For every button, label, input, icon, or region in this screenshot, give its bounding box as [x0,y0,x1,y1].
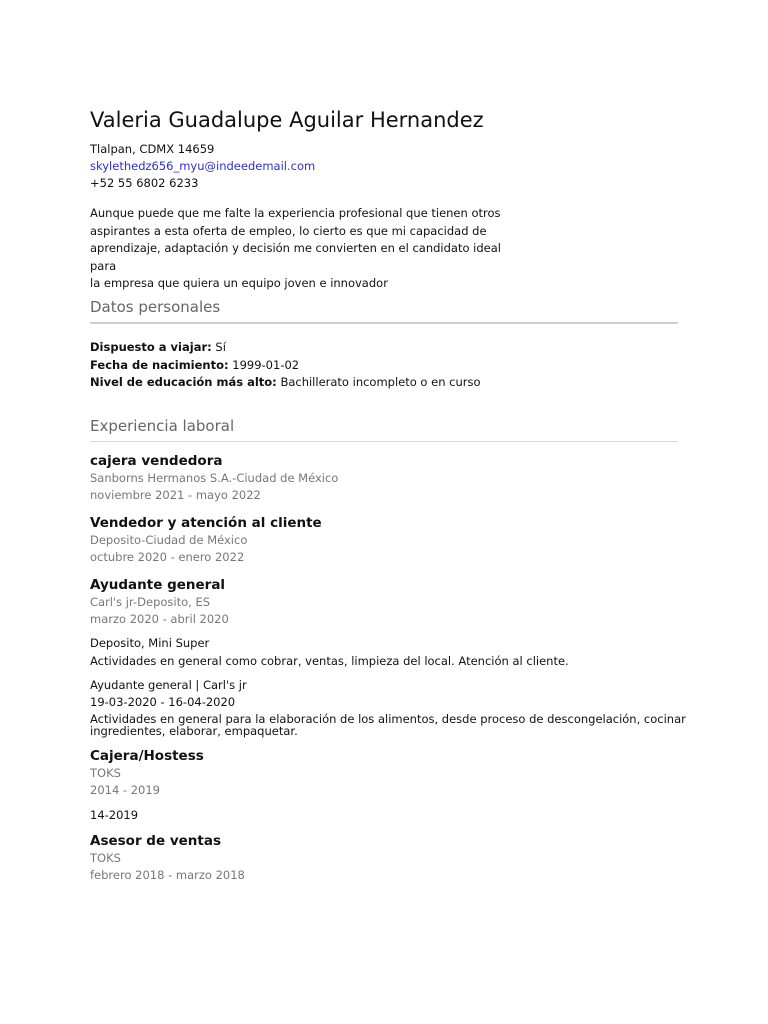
experience-section-divider [90,441,678,442]
job-detail-description: Actividades en general para la elaboración de los alimentos, desde proceso de descongelación, cocinar [90,712,686,726]
job-dates: marzo 2020 - abril 2020 [90,612,229,626]
education-label: Nivel de educación más alto: [90,375,277,389]
candidate-name: Valeria Guadalupe Aguilar Hernandez [90,108,484,132]
birth-value: 1999-01-02 [232,357,300,372]
education-row [90,374,481,392]
personal-section-divider [90,322,678,324]
job-company: TOKS [90,851,121,865]
job-title: Ayudante general [90,577,226,593]
travel-value: Sí [215,340,226,354]
contact-block [90,141,315,192]
job-company: Deposito-Ciudad de México [90,533,248,547]
job-company: Sanborns Hermanos S.A.-Ciudad de México [90,471,339,485]
job-dates: octubre 2020 - enero 2022 [90,550,245,564]
birth-label: Fecha de nacimiento: [90,357,229,372]
job-entry [90,577,678,628]
summary-line: la empresa que quiera un equipo joven e innovador [90,276,388,290]
birth-row [90,357,481,375]
job-entry [90,453,678,504]
personal-details [90,339,481,392]
job-dates: noviembre 2021 - mayo 2022 [90,488,261,502]
job-title: Vendedor y atención al cliente [90,515,322,531]
personal-section-title: Datos personales [90,298,221,316]
phone-text: +52 55 6802 6233 [90,176,199,190]
job-entry [90,833,678,884]
location-text: Tlalpan, CDMX 14659 [90,142,215,156]
job-title: Cajera/Hostess [90,748,204,764]
job-detail-description: ingredientes, elaborar, empaquetar. [90,724,298,738]
email-link[interactable]: skylethedz656_myu@indeedemail.com [90,159,316,173]
job-title: Asesor de ventas [90,833,221,849]
summary-line: aspirantes a esta oferta de empleo, lo cierto es que mi capacidad de [90,223,487,238]
job-entry [90,748,678,799]
summary-paragraph [90,205,530,293]
job-detail-role: Ayudante general | Carl's jr [90,678,247,692]
job-company: TOKS [90,766,121,780]
job-extra-text: 14-2019 [90,808,139,822]
summary-line: aprendizaje, adaptación y decisión me convierten en el candidato ideal para [90,241,501,273]
job-detail-place: Deposito, Mini Super [90,636,210,650]
summary-line: Aunque puede que me falte la experiencia profesional que tienen otros [90,206,501,220]
job-dates: febrero 2018 - marzo 2018 [90,868,245,882]
job-title: cajera vendedora [90,453,223,469]
education-value: Bachillerato incompleto o en curso [280,375,481,389]
job-dates: 2014 - 2019 [90,783,160,797]
job-detail-dates: 19-03-2020 - 16-04-2020 [90,695,236,709]
travel-row [90,339,481,357]
job-company: Carl's jr-Deposito, ES [90,595,211,609]
experience-section-title: Experiencia laboral [90,417,235,435]
job-entry [90,515,678,566]
job-detail-description: Actividades en general como cobrar, ventas, limpieza del local. Atención al cliente. [90,654,569,668]
travel-label: Dispuesto a viajar: [90,340,212,354]
